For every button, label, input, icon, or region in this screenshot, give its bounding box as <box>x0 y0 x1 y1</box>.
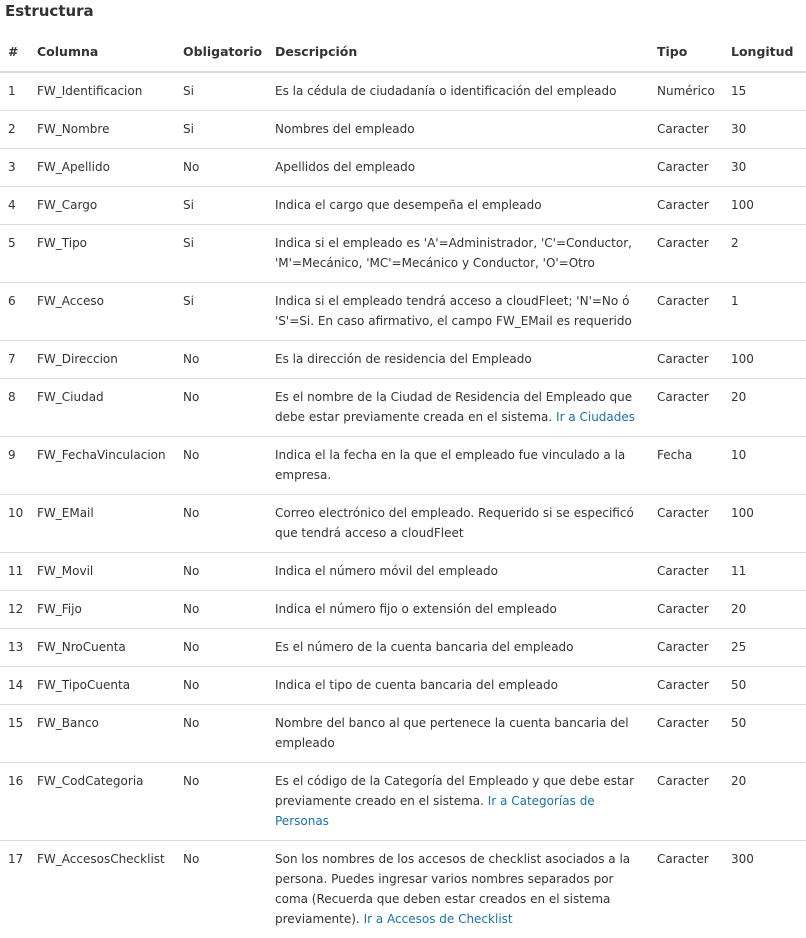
description-cell <box>269 667 651 705</box>
required-value: No <box>183 774 199 788</box>
column-name-cell <box>31 111 177 149</box>
table-row <box>0 667 806 705</box>
row-number-cell <box>0 763 31 841</box>
description: Nombres del empleado <box>275 122 415 136</box>
description-cell <box>269 629 651 667</box>
row-number: 8 <box>8 390 16 404</box>
required-value-cell <box>177 705 269 763</box>
type-value: Caracter <box>657 294 709 308</box>
description: Indica si el empleado es 'A'=Administrador, 'C'=Conductor, 'M'=Mecánico, 'MC'=Mecánico y Conductor, 'O'=Otro <box>275 236 632 270</box>
row-number: 17 <box>8 852 23 866</box>
row-number: 11 <box>8 564 23 578</box>
reference-link[interactable]: Ir a Accesos de Checklist <box>364 912 513 926</box>
row-number-cell <box>0 379 31 437</box>
type-value: Caracter <box>657 678 709 692</box>
type-value-cell <box>651 553 725 591</box>
header-obligatorio: Obligatorio <box>177 33 269 72</box>
required-value-cell <box>177 149 269 187</box>
required-value-cell <box>177 591 269 629</box>
length-value: 15 <box>731 84 746 98</box>
row-number-cell <box>0 187 31 225</box>
length-value: 30 <box>731 122 746 136</box>
column-name-cell <box>31 72 177 111</box>
column-name-cell <box>31 187 177 225</box>
type-value: Caracter <box>657 564 709 578</box>
required-value: Si <box>183 294 194 308</box>
required-value-cell <box>177 553 269 591</box>
length-value: 1 <box>731 294 739 308</box>
table-row <box>0 379 806 437</box>
column-name-cell <box>31 225 177 283</box>
description: Indica el cargo que desempeña el empleado <box>275 198 542 212</box>
length-value-cell <box>725 379 806 437</box>
description: Indica el número móvil del empleado <box>275 564 498 578</box>
type-value-cell <box>651 591 725 629</box>
type-value: Caracter <box>657 852 709 866</box>
column-name-cell <box>31 667 177 705</box>
length-value-cell <box>725 763 806 841</box>
length-value: 100 <box>731 352 754 366</box>
row-number: 16 <box>8 774 23 788</box>
required-value: No <box>183 678 199 692</box>
required-value-cell <box>177 72 269 111</box>
required-value-cell <box>177 667 269 705</box>
reference-link[interactable]: Ir a Ciudades <box>556 410 635 424</box>
type-value-cell <box>651 437 725 495</box>
column-name: FW_Ciudad <box>37 390 104 404</box>
required-value: No <box>183 852 199 866</box>
required-value-cell <box>177 841 269 938</box>
row-number: 6 <box>8 294 16 308</box>
required-value-cell <box>177 379 269 437</box>
description: Indica si el empleado tendrá acceso a cloudFleet; 'N'=No ó 'S'=Si. En caso afirmativo, el campo FW_EMail es requerido <box>275 294 632 328</box>
table-row <box>0 187 806 225</box>
table-row <box>0 629 806 667</box>
row-number: 7 <box>8 352 16 366</box>
type-value: Numérico <box>657 84 715 98</box>
type-value-cell <box>651 111 725 149</box>
type-value-cell <box>651 841 725 938</box>
length-value-cell <box>725 437 806 495</box>
column-name-cell <box>31 763 177 841</box>
description: Es el código de la Categoría del Empleado y que debe estar previamente creado en el sistema. <box>275 774 634 808</box>
length-value-cell <box>725 495 806 553</box>
column-name: FW_Direccion <box>37 352 118 366</box>
description: Es el número de la cuenta bancaria del empleado <box>275 640 574 654</box>
column-name: FW_Cargo <box>37 198 97 212</box>
type-value-cell <box>651 72 725 111</box>
required-value-cell <box>177 495 269 553</box>
description-cell <box>269 591 651 629</box>
column-name: FW_Nombre <box>37 122 109 136</box>
column-name: FW_Identificacion <box>37 84 142 98</box>
structure-table <box>0 33 806 938</box>
type-value: Caracter <box>657 716 709 730</box>
description-cell <box>269 553 651 591</box>
description: Correo electrónico del empleado. Requerido si se especificó que tendrá acceso a cloudFleet <box>275 506 634 540</box>
row-number-cell <box>0 667 31 705</box>
required-value-cell <box>177 437 269 495</box>
length-value: 20 <box>731 390 746 404</box>
length-value-cell <box>725 629 806 667</box>
length-value: 11 <box>731 564 746 578</box>
required-value: No <box>183 640 199 654</box>
table-row <box>0 283 806 341</box>
length-value: 25 <box>731 640 746 654</box>
required-value: No <box>183 160 199 174</box>
column-name: FW_Tipo <box>37 236 87 250</box>
description-cell <box>269 283 651 341</box>
type-value: Fecha <box>657 448 692 462</box>
length-value: 50 <box>731 678 746 692</box>
length-value-cell <box>725 841 806 938</box>
length-value-cell <box>725 341 806 379</box>
type-value-cell <box>651 283 725 341</box>
table-row <box>0 553 806 591</box>
type-value-cell <box>651 341 725 379</box>
header-columna: Columna <box>31 33 177 72</box>
type-value: Caracter <box>657 160 709 174</box>
column-name-cell <box>31 341 177 379</box>
table-row <box>0 225 806 283</box>
length-value-cell <box>725 149 806 187</box>
description: Es la cédula de ciudadanía o identificación del empleado <box>275 84 616 98</box>
table-row <box>0 495 806 553</box>
type-value-cell <box>651 763 725 841</box>
description-cell <box>269 225 651 283</box>
description-cell <box>269 111 651 149</box>
row-number-cell <box>0 72 31 111</box>
section-title: Estructura <box>5 2 94 20</box>
column-name-cell <box>31 629 177 667</box>
table-row <box>0 437 806 495</box>
length-value: 10 <box>731 448 746 462</box>
header-tipo: Tipo <box>651 33 725 72</box>
required-value: Si <box>183 198 194 212</box>
table-row <box>0 763 806 841</box>
type-value-cell <box>651 225 725 283</box>
column-name-cell <box>31 149 177 187</box>
required-value: No <box>183 602 199 616</box>
header-longitud: Longitud <box>725 33 806 72</box>
length-value: 20 <box>731 774 746 788</box>
length-value: 20 <box>731 602 746 616</box>
required-value-cell <box>177 283 269 341</box>
length-value: 2 <box>731 236 739 250</box>
type-value: Caracter <box>657 640 709 654</box>
column-name-cell <box>31 591 177 629</box>
type-value-cell <box>651 187 725 225</box>
length-value: 100 <box>731 198 754 212</box>
column-name: FW_Fijo <box>37 602 82 616</box>
column-name: FW_Acceso <box>37 294 104 308</box>
row-number: 13 <box>8 640 23 654</box>
column-name-cell <box>31 495 177 553</box>
length-value: 300 <box>731 852 754 866</box>
description: Son los nombres de los accesos de checklist asociados a la persona. Puedes ingresar varios nombres separados por coma (Recuerda que deben estar creados en el sistema previamente). <box>275 852 630 926</box>
column-name: FW_Banco <box>37 716 99 730</box>
type-value-cell <box>651 667 725 705</box>
length-value-cell <box>725 225 806 283</box>
length-value: 50 <box>731 716 746 730</box>
required-value-cell <box>177 187 269 225</box>
column-name: FW_EMail <box>37 506 94 520</box>
column-name-cell <box>31 553 177 591</box>
table-body <box>0 72 806 938</box>
row-number-cell <box>0 705 31 763</box>
type-value: Caracter <box>657 774 709 788</box>
column-name: FW_CodCategoria <box>37 774 144 788</box>
description-cell <box>269 341 651 379</box>
row-number: 5 <box>8 236 16 250</box>
type-value-cell <box>651 629 725 667</box>
column-name: FW_Apellido <box>37 160 110 174</box>
table-row <box>0 111 806 149</box>
column-name-cell <box>31 283 177 341</box>
row-number: 9 <box>8 448 16 462</box>
required-value: No <box>183 448 199 462</box>
column-name-cell <box>31 841 177 938</box>
description-cell <box>269 437 651 495</box>
table-row <box>0 841 806 938</box>
required-value: Si <box>183 122 194 136</box>
type-value: Caracter <box>657 198 709 212</box>
description-cell <box>269 705 651 763</box>
description-cell <box>269 379 651 437</box>
required-value-cell <box>177 629 269 667</box>
description-cell <box>269 763 651 841</box>
row-number: 12 <box>8 602 23 616</box>
row-number-cell <box>0 111 31 149</box>
required-value-cell <box>177 225 269 283</box>
length-value-cell <box>725 72 806 111</box>
row-number: 4 <box>8 198 16 212</box>
row-number: 1 <box>8 84 16 98</box>
description: Es el nombre de la Ciudad de Residencia del Empleado que debe estar previamente creada en el sistema. <box>275 390 632 424</box>
type-value: Caracter <box>657 602 709 616</box>
table-row <box>0 705 806 763</box>
required-value: No <box>183 564 199 578</box>
table-row <box>0 149 806 187</box>
description: Indica el la fecha en la que el empleado fue vinculado a la empresa. <box>275 448 625 482</box>
description: Apellidos del empleado <box>275 160 415 174</box>
table-row <box>0 72 806 111</box>
column-name-cell <box>31 705 177 763</box>
required-value: Si <box>183 236 194 250</box>
required-value: No <box>183 716 199 730</box>
row-number: 3 <box>8 160 16 174</box>
row-number: 10 <box>8 506 23 520</box>
type-value: Caracter <box>657 352 709 366</box>
column-name: FW_NroCuenta <box>37 640 126 654</box>
required-value-cell <box>177 111 269 149</box>
header-descripcion: Descripción <box>269 33 651 72</box>
row-number-cell <box>0 225 31 283</box>
row-number-cell <box>0 629 31 667</box>
length-value-cell <box>725 667 806 705</box>
description-cell <box>269 841 651 938</box>
description-cell <box>269 495 651 553</box>
length-value: 30 <box>731 160 746 174</box>
type-value: Caracter <box>657 390 709 404</box>
reference-link[interactable]: Ir a Categorías de Personas <box>275 794 595 828</box>
table-row <box>0 591 806 629</box>
required-value: No <box>183 352 199 366</box>
header-num: # <box>0 33 31 72</box>
row-number: 2 <box>8 122 16 136</box>
description: Nombre del banco al que pertenece la cuenta bancaria del empleado <box>275 716 629 750</box>
row-number: 14 <box>8 678 23 692</box>
row-number-cell <box>0 149 31 187</box>
description: Indica el número fijo o extensión del empleado <box>275 602 557 616</box>
type-value-cell <box>651 705 725 763</box>
length-value-cell <box>725 111 806 149</box>
type-value-cell <box>651 495 725 553</box>
row-number-cell <box>0 283 31 341</box>
column-name: FW_AccesosChecklist <box>37 852 165 866</box>
required-value: No <box>183 506 199 520</box>
type-value-cell <box>651 149 725 187</box>
description-cell <box>269 72 651 111</box>
column-name-cell <box>31 379 177 437</box>
row-number-cell <box>0 495 31 553</box>
length-value: 100 <box>731 506 754 520</box>
type-value: Caracter <box>657 122 709 136</box>
row-number-cell <box>0 841 31 938</box>
length-value-cell <box>725 283 806 341</box>
length-value-cell <box>725 553 806 591</box>
description-cell <box>269 149 651 187</box>
required-value: No <box>183 390 199 404</box>
row-number-cell <box>0 591 31 629</box>
table-row <box>0 341 806 379</box>
column-name: FW_TipoCuenta <box>37 678 130 692</box>
required-value-cell <box>177 341 269 379</box>
description: Es la dirección de residencia del Empleado <box>275 352 532 366</box>
description-cell <box>269 187 651 225</box>
table-header-row <box>0 33 806 72</box>
type-value: Caracter <box>657 236 709 250</box>
length-value-cell <box>725 705 806 763</box>
row-number-cell <box>0 341 31 379</box>
row-number-cell <box>0 553 31 591</box>
required-value: Si <box>183 84 194 98</box>
row-number-cell <box>0 437 31 495</box>
type-value: Caracter <box>657 506 709 520</box>
required-value-cell <box>177 763 269 841</box>
type-value-cell <box>651 379 725 437</box>
column-name: FW_Movil <box>37 564 93 578</box>
row-number: 15 <box>8 716 23 730</box>
column-name: FW_FechaVinculacion <box>37 448 166 462</box>
length-value-cell <box>725 591 806 629</box>
length-value-cell <box>725 187 806 225</box>
column-name-cell <box>31 437 177 495</box>
description: Indica el tipo de cuenta bancaria del empleado <box>275 678 558 692</box>
